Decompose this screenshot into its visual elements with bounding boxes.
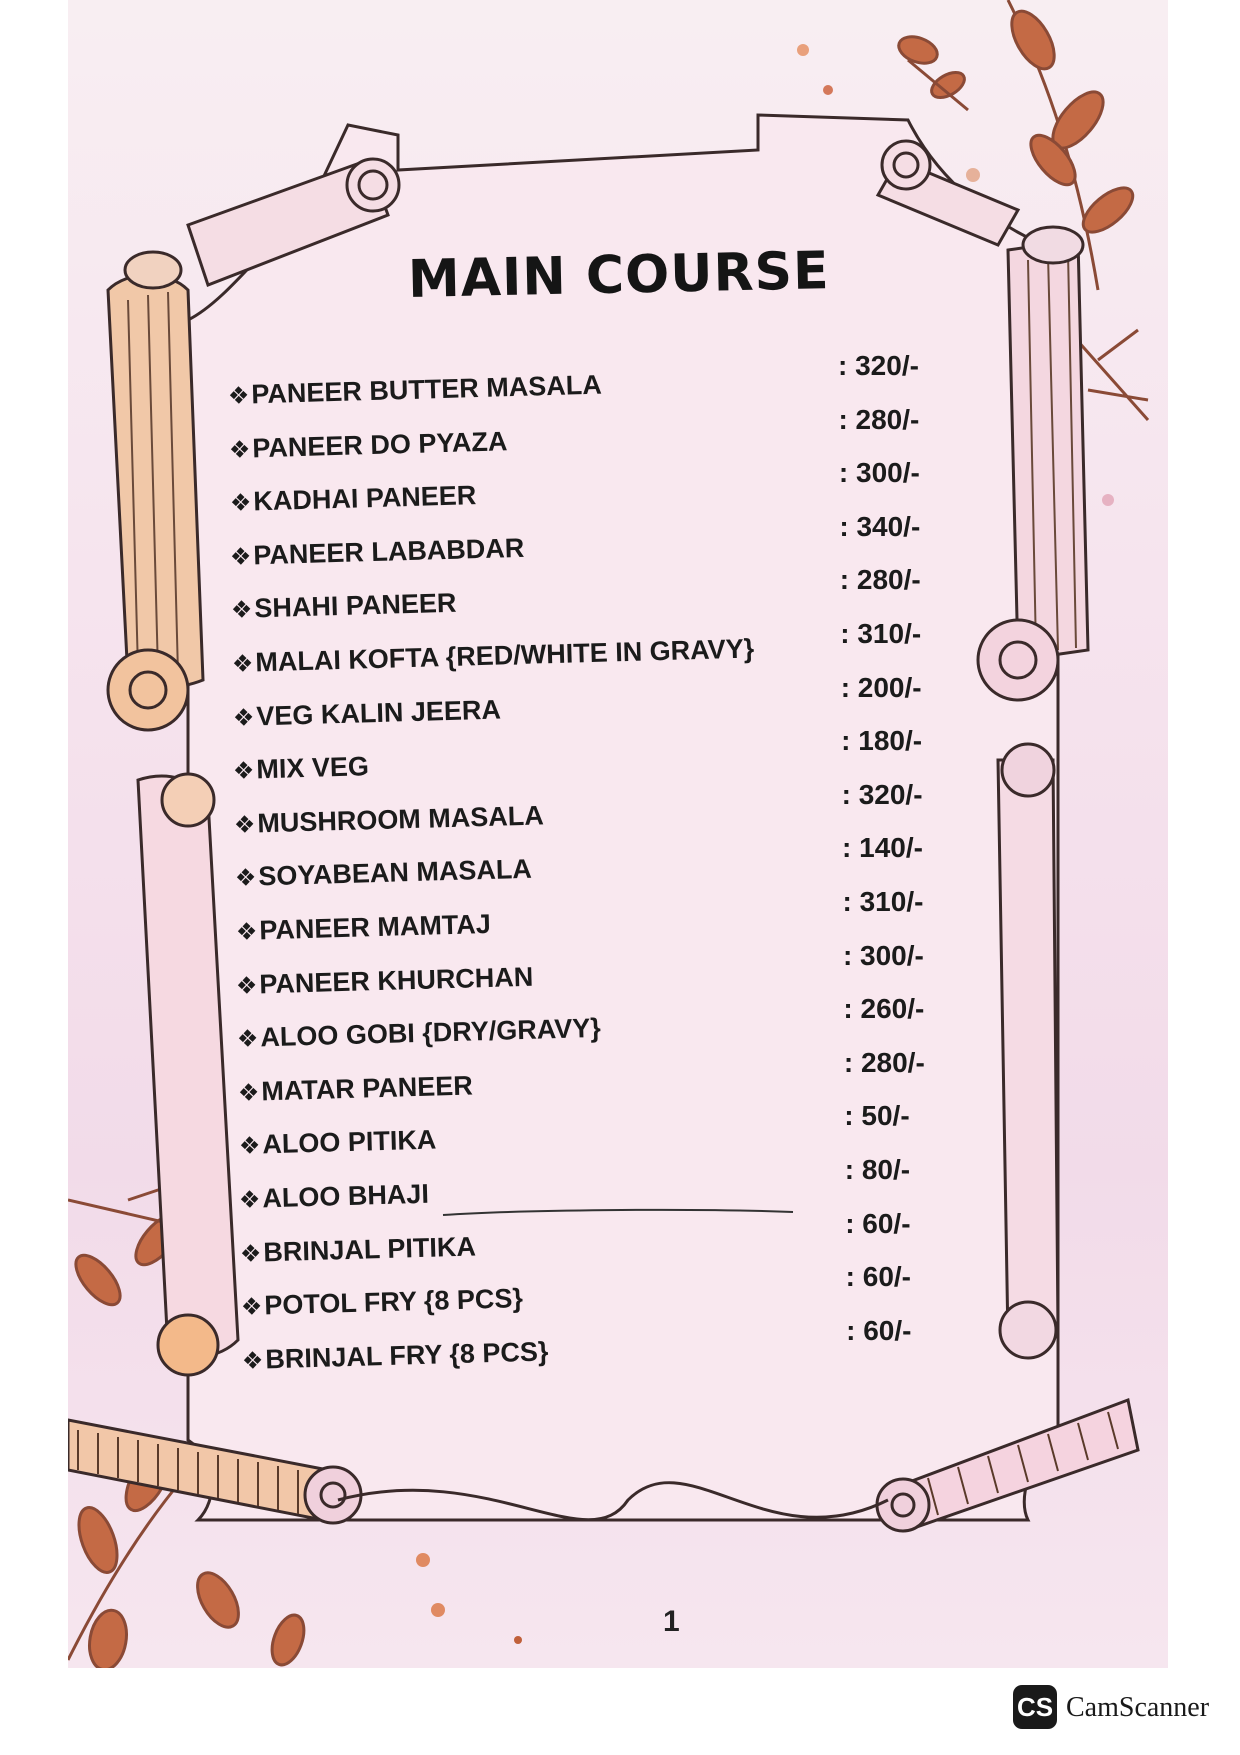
diamond-bullet-icon: ❖ — [234, 917, 258, 946]
menu-item-label: MALAI KOFTA {RED/WHITE IN GRAVY} — [254, 633, 755, 678]
menu-item-name — [232, 694, 501, 741]
menu-item-price: : 60/- — [845, 1207, 911, 1239]
menu-item-price: : 60/- — [846, 1314, 912, 1346]
menu-item-name — [241, 1336, 549, 1385]
menu-item-name — [229, 480, 477, 527]
diamond-bullet-icon: ❖ — [228, 488, 252, 518]
camscanner-watermark: CamScanner — [1066, 1692, 1210, 1723]
menu-item-label: ALOO BHAJI — [262, 1178, 430, 1214]
menu-item-name — [239, 1179, 430, 1224]
diamond-bullet-icon: ❖ — [236, 1024, 259, 1054]
menu-item-name — [239, 1231, 476, 1278]
menu-item-name — [240, 1283, 523, 1331]
menu-item-price: : 300/- — [838, 457, 920, 489]
diamond-bullet-icon: ❖ — [232, 756, 256, 786]
diamond-bullet-icon: ❖ — [230, 595, 253, 625]
menu-item-label: PANEER MAMTAJ — [258, 908, 491, 946]
menu-item-label: POTOL FRY {8 PCS} — [263, 1283, 524, 1321]
diamond-bullet-icon: ❖ — [239, 1239, 262, 1268]
menu-item-label: PANEER DO PYAZA — [251, 425, 508, 463]
menu-item-price: : 80/- — [844, 1154, 911, 1185]
menu-item-price: : 50/- — [844, 1100, 910, 1132]
page-number: 1 — [663, 1605, 680, 1638]
camscanner-logo-icon: CS — [1013, 1685, 1057, 1729]
menu-item-price: : 200/- — [840, 671, 922, 703]
diamond-bullet-icon: ❖ — [233, 810, 256, 839]
menu-item-name — [228, 426, 508, 474]
menu-item-price: : 280/- — [839, 564, 921, 596]
menu-item-name — [231, 633, 754, 688]
menu-item-label: PANEER KHURCHAN — [259, 961, 534, 999]
diamond-bullet-icon: ❖ — [237, 1078, 260, 1107]
menu-item-price: : 320/- — [841, 778, 923, 810]
menu-item-label: KADHAI PANEER — [252, 480, 477, 517]
diamond-bullet-icon: ❖ — [238, 1185, 262, 1214]
menu-item-name — [233, 751, 370, 795]
menu-item-label: SHAHI PANEER — [253, 588, 457, 624]
diamond-bullet-icon: ❖ — [240, 1346, 264, 1375]
menu-item-price: : 310/- — [840, 618, 922, 649]
diamond-bullet-icon: ❖ — [231, 703, 255, 732]
menu-item-name — [235, 909, 491, 956]
menu-item-label: MUSHROOM MASALA — [256, 800, 545, 839]
menu-item-price: : 260/- — [843, 993, 925, 1025]
menu-item-price: : 300/- — [842, 939, 924, 971]
diamond-bullet-icon: ❖ — [229, 542, 253, 571]
scanned-menu-page — [68, 0, 1168, 1668]
menu-item-price: : 60/- — [845, 1261, 911, 1293]
menu-item-price: : 280/- — [843, 1046, 925, 1078]
menu-item-label: MIX VEG — [256, 751, 370, 785]
diamond-bullet-icon: ❖ — [231, 649, 254, 678]
menu-item-price: : 340/- — [839, 510, 921, 542]
page-title: MAIN COURSE — [407, 241, 831, 310]
diamond-bullet-icon: ❖ — [227, 381, 250, 410]
menu-item-price: : 140/- — [842, 832, 923, 864]
menu-item-price: : 310/- — [842, 886, 924, 917]
menu-item-label: MATAR PANEER — [260, 1070, 473, 1107]
diamond-bullet-icon: ❖ — [237, 1131, 261, 1161]
diamond-bullet-icon: ❖ — [235, 971, 259, 1000]
menu-item-price: : 180/- — [841, 725, 923, 757]
diamond-bullet-icon: ❖ — [228, 435, 251, 464]
menu-item-name — [236, 961, 535, 1009]
menu-item-label: ALOO GOBI {DRY/GRAVY} — [259, 1013, 602, 1053]
menu-item-label: SOYABEAN MASALA — [257, 854, 532, 892]
diamond-bullet-icon: ❖ — [240, 1292, 263, 1322]
menu-item-label: BRINJAL PITIKA — [262, 1231, 477, 1267]
menu-item-name — [230, 588, 457, 634]
menu-item-name — [233, 800, 544, 849]
menu-item-label: VEG KALIN JEERA — [255, 694, 501, 731]
menu-item-label: PANEER LABABDAR — [253, 532, 525, 571]
diamond-bullet-icon: ❖ — [234, 863, 257, 893]
menu-item-name — [230, 533, 526, 581]
menu-item-label: BRINJAL FRY {8 PCS} — [264, 1336, 549, 1375]
menu-item-price: : 280/- — [838, 403, 920, 435]
menu-item-label: PANEER BUTTER MASALA — [250, 369, 603, 410]
menu-list — [68, 0, 1168, 1668]
menu-item-price: : 320/- — [838, 350, 919, 381]
menu-item-name — [236, 1013, 601, 1063]
menu-item-name — [227, 370, 602, 420]
menu-item-name — [234, 854, 532, 902]
menu-item-name — [237, 1070, 473, 1117]
menu-item-name — [238, 1125, 437, 1170]
menu-item-label: ALOO PITIKA — [261, 1124, 437, 1160]
